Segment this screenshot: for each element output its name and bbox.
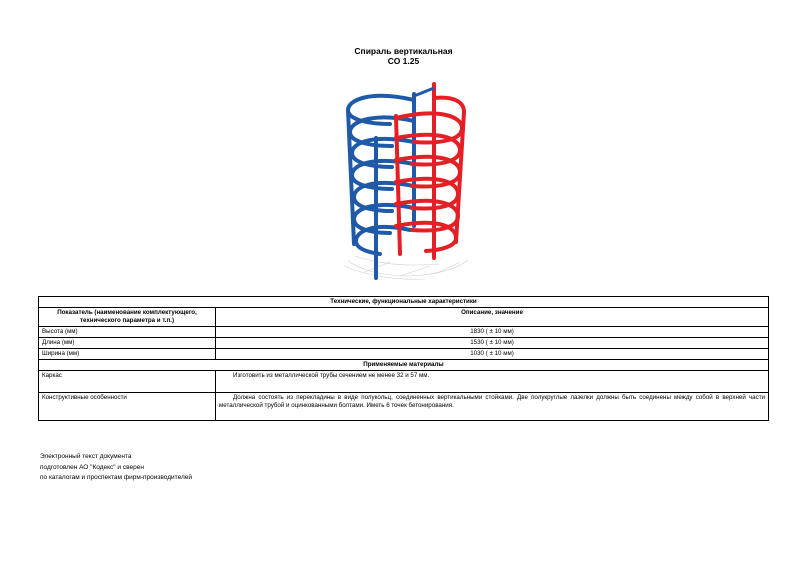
title-line-2: СО 1.25	[387, 56, 420, 66]
top-connector	[414, 88, 434, 96]
title-line-1: Спираль вертикальная	[354, 46, 453, 56]
table-row	[39, 327, 769, 338]
vertical-spiral-drawing	[330, 76, 478, 284]
footer-line-1: Электронный текст документа	[40, 453, 132, 460]
blue-spiral-half	[348, 94, 414, 278]
row-value-width: 1030 ( ± 10 мм)	[216, 349, 769, 360]
spiral-illustration	[330, 76, 478, 284]
footer-note	[40, 452, 192, 484]
ground-shadow	[344, 256, 468, 279]
table-row	[39, 338, 769, 349]
col-header-value: Описание, значение	[216, 308, 769, 327]
col-header-parameter: Показатель (наименование комплектующего, технического параметра и т.п.)	[39, 308, 216, 327]
red-spiral-half	[396, 84, 464, 258]
row-label-length: Длина (мм)	[39, 338, 216, 349]
row-label-width: Ширина (мм)	[39, 349, 216, 360]
footer-line-3: по каталогам и проспектам фирм-производителей	[40, 474, 193, 481]
row-value-design: Должна состоять из перекладины в виде полукольц, соединенных вертикальными стойками. Две полукруглые лазелки должны быть соединены между собой в верхней части металлической трубой и оцинкованными болтами. Иметь 6 точек бетонирования.	[216, 393, 769, 421]
table-row	[39, 349, 769, 360]
document-title	[0, 46, 807, 66]
section-title-materials: Применяемые материалы	[39, 360, 769, 371]
section-title-characteristics: Технические, функциональные характеристики	[39, 297, 769, 308]
section-header-row	[39, 360, 769, 371]
spec-table	[38, 296, 769, 421]
row-value-height: 1830 ( ± 10 мм)	[216, 327, 769, 338]
section-header-row	[39, 297, 769, 308]
row-value-length: 1530 ( ± 10 мм)	[216, 338, 769, 349]
row-label-design: Конструктивные особенности	[39, 393, 216, 421]
table-row	[39, 393, 769, 421]
table-row	[39, 371, 769, 393]
row-label-height: Высота (мм)	[39, 327, 216, 338]
row-value-frame: Изготовить из металлической трубы сечением не менее 32 и 57 мм.	[216, 371, 769, 393]
column-header-row	[39, 308, 769, 327]
row-label-frame: Каркас	[39, 371, 216, 393]
footer-line-2: подготовлен АО "Кодекс" и сверен	[40, 463, 144, 471]
